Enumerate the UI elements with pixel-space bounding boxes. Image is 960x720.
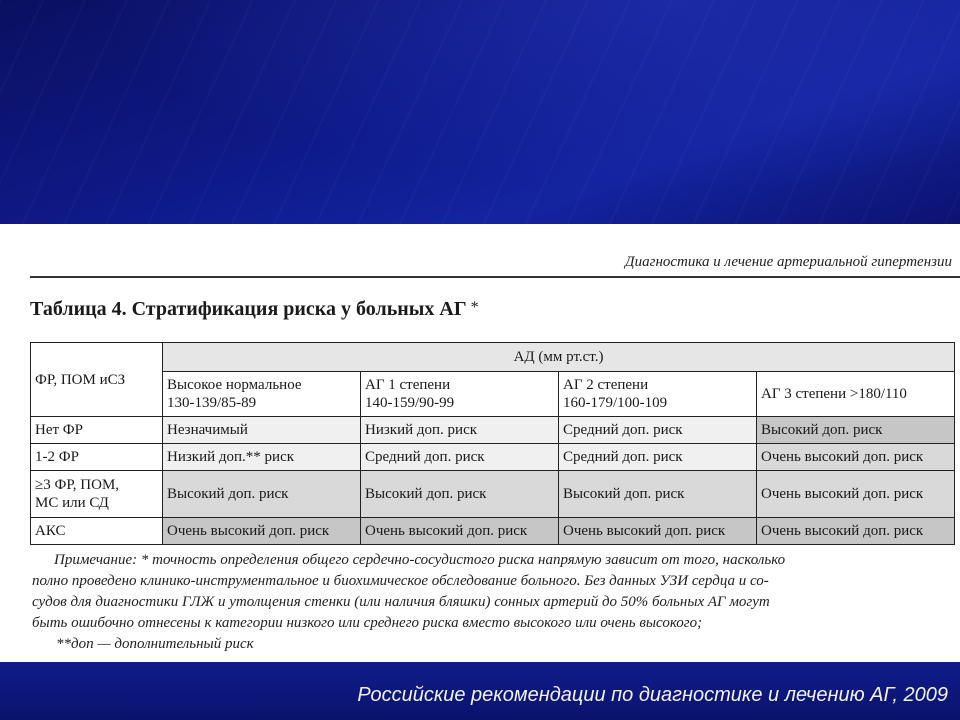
column-header	[757, 372, 955, 417]
note-line: быть ошибочно отнесены к категории низкого или среднего риска вместо высокого или очень высокого;	[32, 615, 703, 631]
column-header-title: Высокое нормальное	[167, 377, 302, 393]
table-note	[32, 550, 954, 655]
note-line: полно проведено клинико-инструментальное и биохимическое обследование больного. Без данных УЗИ сердца и со-	[32, 573, 769, 589]
table-row	[31, 444, 955, 471]
risk-cell: Низкий доп. риск	[361, 417, 559, 444]
note-line: Примечание: * точность определения общего сердечно-сосудистого риска напрямую зависит от того, насколько	[54, 552, 786, 568]
running-head: Диагностика и лечение артериальной гипертензии	[625, 254, 952, 270]
risk-cell: Очень высокий доп. риск	[757, 518, 955, 545]
table-row	[31, 518, 955, 545]
risk-cell: Незначимый	[163, 417, 361, 444]
row-header	[31, 471, 163, 518]
table-row	[31, 471, 955, 518]
column-header-range: 140-159/90-99	[365, 395, 455, 411]
column-header-title: АГ 3 степени >180/110	[761, 386, 907, 402]
row-header: АКС	[31, 518, 163, 545]
column-header-range: 130-139/85-89	[167, 395, 257, 411]
row-header: Нет ФР	[31, 417, 163, 444]
risk-stratification-table	[30, 342, 955, 545]
column-header-title: АГ 2 степени	[563, 377, 649, 393]
note-footnote: **доп — дополнительный риск	[56, 636, 254, 652]
risk-cell: Высокий доп. риск	[559, 471, 757, 518]
risk-cell: Средний доп. риск	[559, 444, 757, 471]
risk-cell: Низкий доп.** риск	[163, 444, 361, 471]
table-title-text: Таблица 4. Стратификация риска у больных АГ	[30, 298, 467, 320]
risk-cell: Высокий доп. риск	[757, 417, 955, 444]
risk-cell: Средний доп. риск	[559, 417, 757, 444]
column-header	[163, 372, 361, 417]
note-line: судов для диагностики ГЛЖ и утолщения стенки (или наличия бляшки) сонных артерий до 50% больных АГ могут	[32, 594, 770, 610]
column-header-title: АГ 1 степени	[365, 377, 451, 393]
header-rule	[30, 276, 960, 278]
risk-cell: Очень высокий доп. риск	[757, 444, 955, 471]
slide-caption-bar	[0, 662, 960, 720]
table-row	[31, 417, 955, 444]
corner-header: ФР, ПОМ иСЗ	[31, 343, 163, 417]
table-title	[30, 298, 479, 321]
row-header-line: МС или СД	[35, 495, 109, 511]
table-title-asterisk: *	[470, 299, 479, 316]
column-header	[559, 372, 757, 417]
risk-cell: Высокий доп. риск	[361, 471, 559, 518]
risk-cell: Высокий доп. риск	[163, 471, 361, 518]
risk-cell: Очень высокий доп. риск	[163, 518, 361, 545]
slide-header-background	[0, 0, 960, 224]
slide-caption: Российские рекомендации по диагностике и лечению АГ, 2009	[357, 684, 948, 706]
risk-cell: Очень высокий доп. риск	[559, 518, 757, 545]
row-header-line: ≥3 ФР, ПОМ,	[35, 477, 120, 493]
bp-group-header: АД (мм рт.ст.)	[163, 343, 955, 372]
column-header-range: 160-179/100-109	[563, 395, 668, 411]
risk-cell: Очень высокий доп. риск	[361, 518, 559, 545]
column-header	[361, 372, 559, 417]
risk-cell: Средний доп. риск	[361, 444, 559, 471]
row-header: 1-2 ФР	[31, 444, 163, 471]
risk-cell: Очень высокий доп. риск	[757, 471, 955, 518]
